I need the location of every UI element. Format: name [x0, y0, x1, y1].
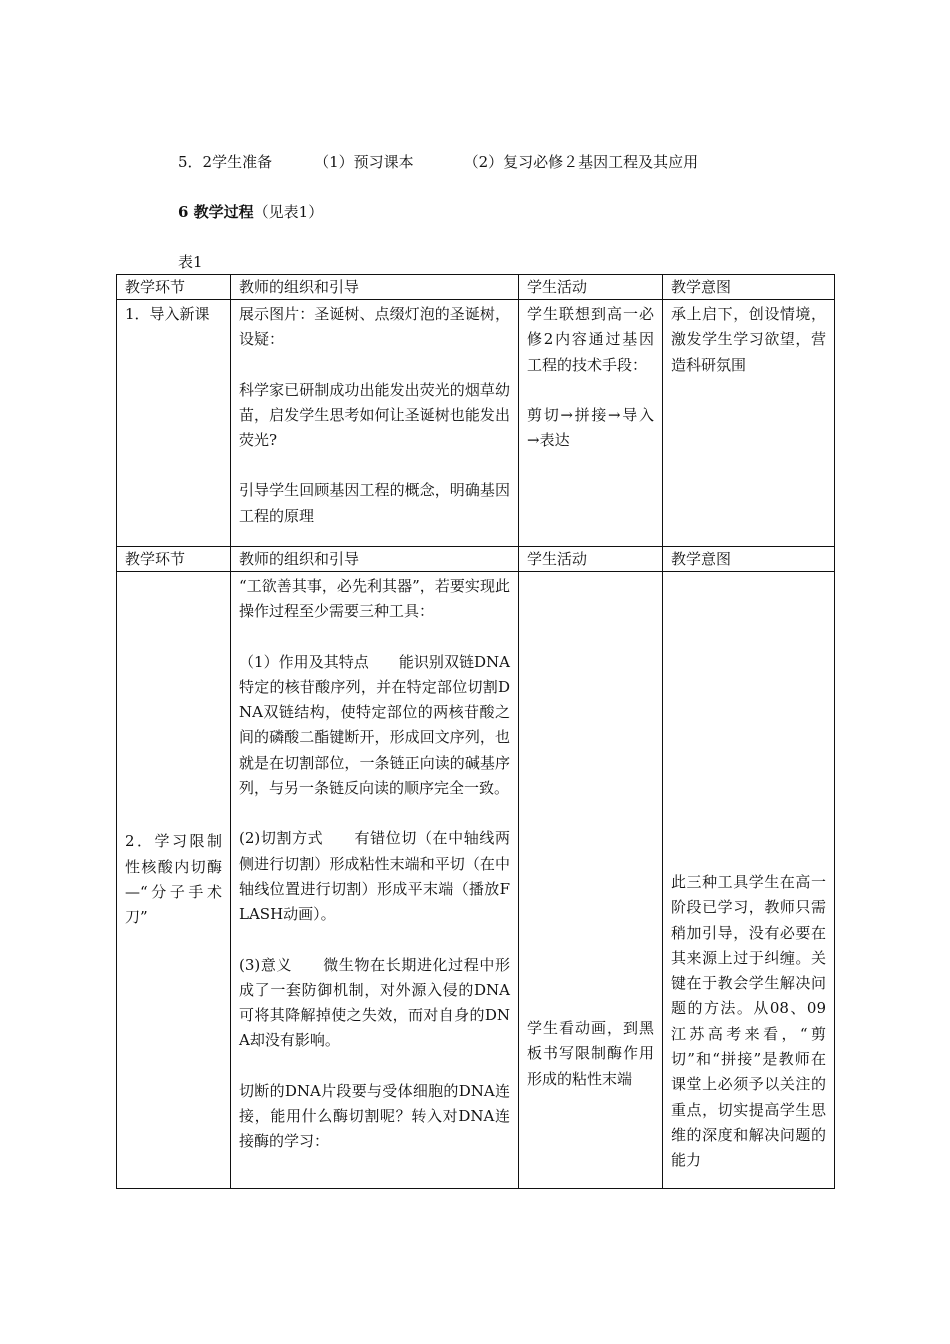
- section-title: 6 教学过程: [178, 203, 254, 221]
- header-phase-repeat: 教学环节: [117, 547, 231, 572]
- teaching-process-table: [116, 274, 835, 1189]
- row2-student-cell: [519, 572, 663, 1189]
- header-phase: 教学环节: [117, 275, 231, 300]
- row1-teacher-cell: [231, 300, 519, 547]
- table-row: [117, 300, 835, 547]
- header-student-repeat: 学生活动: [519, 547, 663, 572]
- row1-student-p1: 学生联想到高一必修2内容通过基因工程的技术手段：: [527, 305, 654, 374]
- row1-teacher-p2: 科学家已研制成功出能发出荧光的烟草幼苗，启发学生思考如何让圣诞树也能发出荧光?: [239, 380, 510, 450]
- row2-teacher-p5: 切断的DNA片段要与受体细胞的DNA连接，能用什么酶切割呢？转入对DNA连接酶的学习：: [239, 1081, 510, 1151]
- row1-student-cell: [519, 300, 663, 547]
- row1-teacher-p1: 展示图片：圣诞树、点缀灯泡的圣诞树，设疑：: [239, 305, 510, 349]
- row2-teacher-p2: （1）作用及其特点 能识别双链DNA特定的核苷酸序列，并在特定部位切割DNA双链结构，使特定部位的两核苷酸之间的磷酸二酯键断开，形成回文序列，也就是在切割部位，一条链正向读的碱基序列，与另一条链反向读的顺序完全一致。: [239, 652, 510, 798]
- prep-item-preview: （1）预习课本: [314, 153, 414, 171]
- row2-teacher-p4: (3)意义 微生物在长期进化过程中形成了一套防御机制，对外源入侵的DNA可将其降解掉使之失效，而对自身的DNA却没有影响。: [239, 955, 510, 1050]
- row1-intent: 承上启下，创设情境，激发学生学习欲望，营造科研氛围: [663, 300, 835, 547]
- header-teacher: 教师的组织和引导: [231, 275, 519, 300]
- row2-student: 学生看动画，到黑板书写限制酶作用形成的粘性末端: [527, 1019, 654, 1088]
- row2-phase: 2．学习限制性核酸内切酶—“分子手术刀”: [117, 572, 231, 1189]
- table-header-row: [117, 275, 835, 300]
- student-preparation-line: [178, 152, 698, 172]
- prep-item-review: （2）复习必修２基因工程及其应用: [463, 153, 699, 171]
- row1-teacher-p3: 引导学生回顾基因工程的概念，明确基因工程的原理: [239, 481, 510, 525]
- header-student: 学生活动: [519, 275, 663, 300]
- row1-phase: 1．导入新课: [117, 300, 231, 547]
- table-row: [117, 572, 835, 1189]
- row2-teacher-p1: “工欲善其事，必先利其器”，若要实现此操作过程至少需要三种工具：: [239, 577, 510, 621]
- table-caption: 表1: [178, 253, 203, 271]
- header-teacher-repeat: 教师的组织和引导: [231, 547, 519, 572]
- header-intent-repeat: 教学意图: [663, 547, 835, 572]
- row1-student-p2: 剪切→拼接→导入→表达: [527, 405, 654, 450]
- row2-intent-cell: [663, 572, 835, 1189]
- prep-label: 5．2学生准备: [178, 153, 273, 171]
- row2-teacher-p3: (2)切割方式 有错位切（在中轴线两侧进行切割）形成粘性末端和平切（在中轴线位置进行切割）形成平末端（播放FLASH动画）。: [239, 829, 510, 924]
- header-intent: 教学意图: [663, 275, 835, 300]
- table-header-row-repeat: [117, 547, 835, 572]
- section-note: （见表1）: [253, 203, 324, 221]
- row2-intent: 此三种工具学生在高一阶段已学习，教师只需稍加引导，没有必要在其来源上过于纠缠。关键在于教会学生解决问题的方法。从08、09江苏高考来看，“剪切”和“拼接”是教师在课堂上必须予以关注的重点，切实提高学生思维的深度和解决问题的能力: [671, 873, 826, 1170]
- section-heading: [178, 202, 323, 222]
- row2-teacher-cell: [231, 572, 519, 1189]
